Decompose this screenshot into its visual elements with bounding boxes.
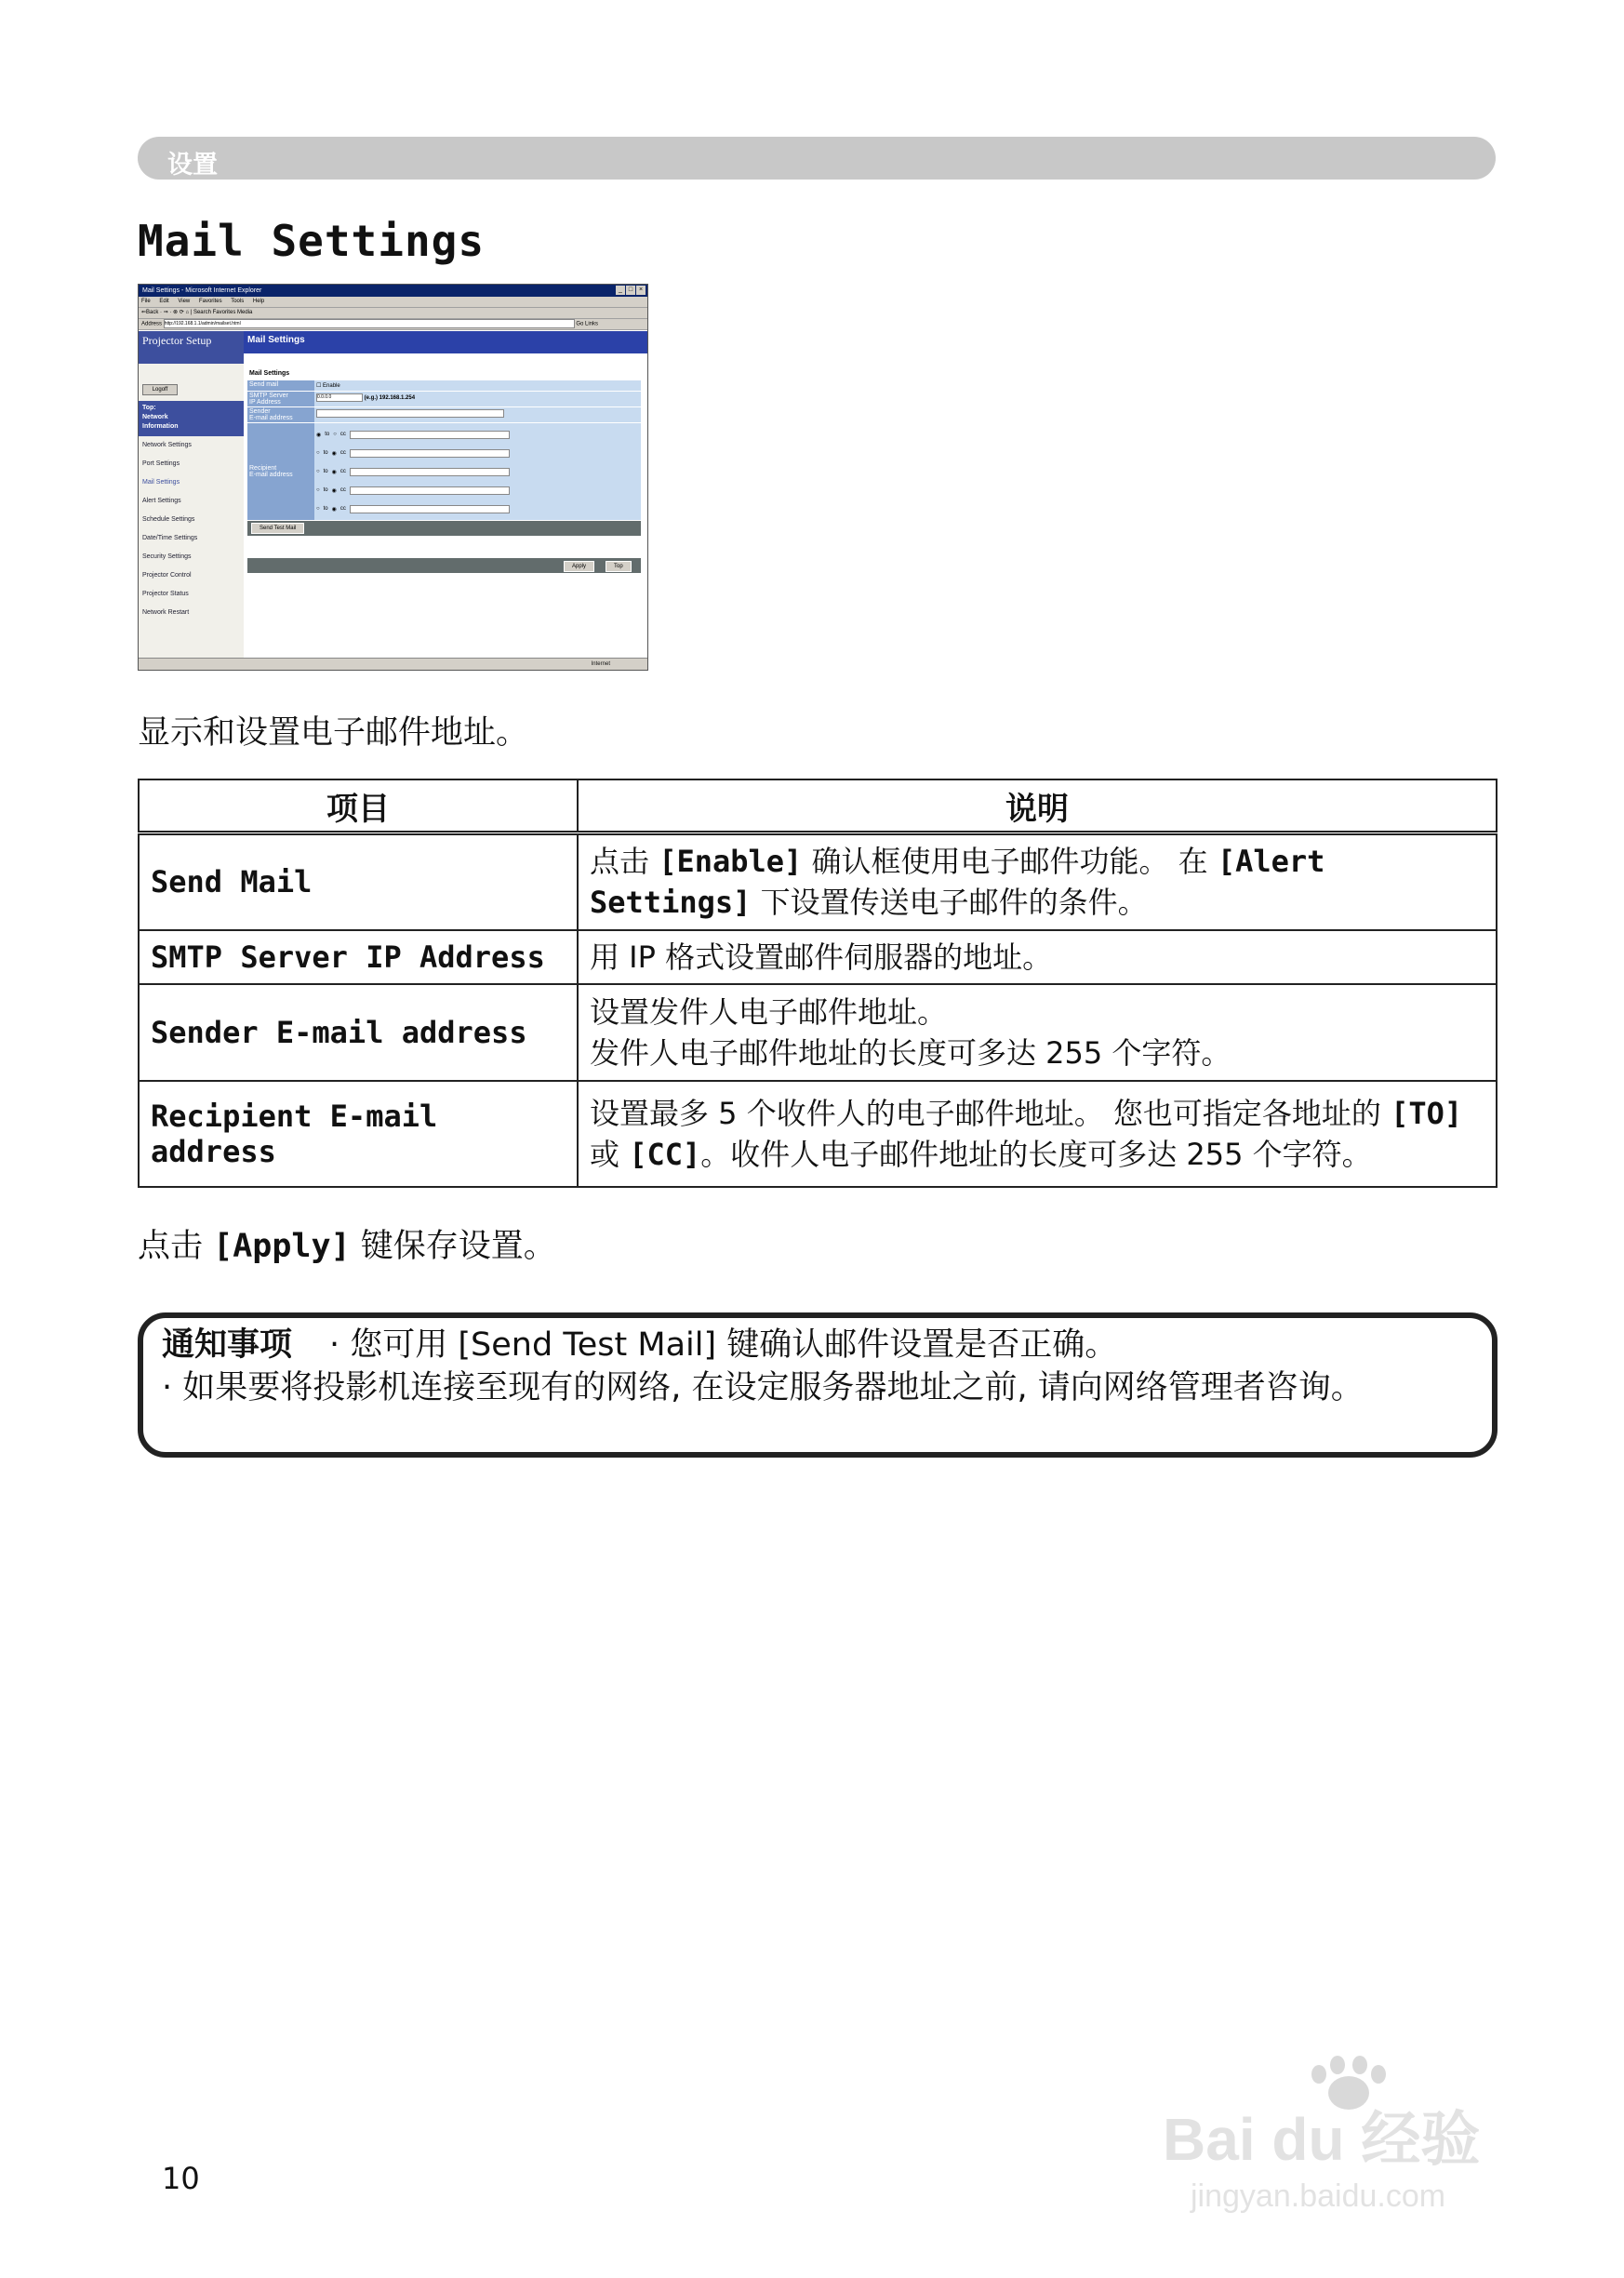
sender-label-line2: E-mail address (249, 415, 293, 421)
menu-file: File (141, 299, 151, 304)
watermark-logo-text: Bai du 经验 (1163, 2106, 1481, 2173)
table-row (139, 984, 1497, 1081)
header-desc: 说明 (578, 779, 1497, 833)
smtp-value-cell (314, 392, 641, 406)
row-desc (578, 833, 1497, 930)
notice-line1 (162, 1324, 1473, 1366)
recipient-list (314, 423, 641, 520)
desc-keyword: [Enable] (659, 844, 803, 880)
send-mail-label: Send mail (247, 380, 314, 391)
desc-text: 确认框使用电子邮件功能。 在 (802, 844, 1218, 880)
recipient-entry: ○ to ◉ cc (316, 462, 639, 481)
desc-line: 设置发件人电子邮件地址。 (590, 993, 948, 1030)
apply-note (138, 1220, 556, 1267)
recipient-input (350, 486, 510, 495)
cc-label: cc (339, 506, 346, 512)
recipient-input (350, 431, 510, 439)
top-label: Top: (142, 405, 156, 411)
desc-text: 设置最多 5 个收件人的电子邮件地址。 您也可指定各地址的 (590, 1095, 1391, 1131)
enable-label: Enable (323, 383, 340, 389)
table-row (139, 833, 1497, 930)
smtp-label (247, 392, 314, 406)
sender-label-line1: Sender (249, 408, 271, 415)
to-label: to (323, 450, 328, 456)
notice-text: · 您可用 [Send Test Mail] 键确认邮件设置是否正确。 (329, 1326, 1118, 1364)
desc-keyword: [TO] (1391, 1095, 1463, 1131)
apply-bar (247, 558, 641, 573)
brand-logo: Projector Setup (139, 331, 244, 364)
desc-text: 。收件人电子邮件地址的长度可多达 255 个字符。 (700, 1136, 1372, 1172)
address-label: Address (141, 321, 163, 327)
smtp-hint: (e.g.) 192.168.1.254 (364, 395, 416, 402)
apply-keyword: [Apply] (213, 1228, 351, 1265)
status-bar (139, 658, 647, 670)
minimize-icon: _ (616, 286, 625, 295)
recipient-label-line1: Recipient (249, 465, 277, 472)
recipient-input (350, 468, 510, 476)
apply-text: 键保存设置。 (350, 1228, 556, 1265)
menu-favorites: Favorites (198, 299, 222, 304)
desc-keyword: [Alert Settings] (590, 844, 1325, 921)
row-item: Send Mail (139, 833, 578, 930)
nav-item: Network Settings (142, 442, 192, 448)
to-label: to (323, 469, 328, 474)
recipient-entry: ○ to ◉ cc (316, 500, 639, 518)
section-label: 设置 (167, 151, 218, 180)
sidebar (139, 331, 244, 659)
nav-item: Schedule Settings (142, 516, 195, 523)
row-desc (578, 1081, 1497, 1187)
sub-header: Mail Settings (249, 370, 290, 377)
recipient-input (350, 505, 510, 513)
row-item: SMTP Server IP Address (139, 930, 578, 984)
section-header-bar (138, 137, 1496, 180)
row-item: Sender E-mail address (139, 984, 578, 1081)
nav-item: Projector Control (142, 572, 192, 579)
paw-icon (1311, 2056, 1386, 2110)
mail-form (247, 380, 641, 536)
recipient-input (350, 449, 510, 458)
sender-label (247, 407, 314, 422)
send-mail-row (247, 380, 641, 392)
menu-bar (139, 297, 647, 308)
menu-help: Help (252, 299, 265, 304)
menu-tools: Tools (231, 299, 245, 304)
apply-button: Apply (564, 561, 594, 572)
notice-box (138, 1312, 1498, 1458)
intro-text: 显示和设置电子邮件地址。 (138, 714, 529, 752)
smtp-label-line1: SMTP Server (249, 393, 288, 399)
nav-item: Alert Settings (142, 498, 181, 504)
recipient-label-line2: E-mail address (249, 472, 293, 478)
window-title: Mail Settings - Microsoft Internet Explorer (142, 287, 262, 294)
watermark-url: jingyan.baidu.com (1191, 2178, 1446, 2214)
sender-value-cell (314, 407, 641, 422)
sender-input (316, 409, 504, 418)
nav-item: Port Settings (142, 460, 180, 467)
window-titlebar (139, 285, 647, 297)
browser-content (139, 331, 647, 659)
smtp-input: 0.0.0.0 (316, 393, 363, 402)
go-label: Go (576, 321, 584, 327)
notice-label: 通知事项 (162, 1326, 293, 1364)
desc-line: 发件人电子邮件地址的长度可多达 255 个字符。 (590, 1034, 1231, 1071)
nav-item: Projector Status (142, 591, 189, 597)
send-test-mail-button: Send Test Mail (251, 523, 304, 534)
recipient-entry: ○ to ◉ cc (316, 444, 639, 462)
recipient-row (247, 423, 641, 521)
table-row (139, 930, 1497, 984)
notice-line2: · 如果要将投影机连接至现有的网络, 在设定服务器地址之前, 请向网络管理者咨询。 (162, 1369, 1364, 1406)
maximize-icon: □ (626, 286, 635, 295)
cc-label: cc (339, 487, 346, 493)
apply-text: 点击 (138, 1228, 214, 1265)
desc-text: 或 (590, 1136, 630, 1172)
test-mail-row (247, 521, 641, 536)
logoff-button: Logoff (142, 384, 178, 395)
baidu-watermark (1153, 2056, 1544, 2223)
cc-label: cc (339, 450, 346, 456)
page-number: 10 (162, 2161, 200, 2196)
cc-label: cc (339, 432, 346, 437)
sender-row (247, 407, 641, 423)
to-label: to (325, 432, 330, 437)
information-label: Information (142, 423, 179, 430)
smtp-row (247, 392, 641, 407)
settings-table (138, 779, 1498, 1188)
recipient-label (247, 423, 314, 520)
desc-text: 下设置传送电子邮件的条件。 (751, 885, 1148, 921)
nav-item: Date/Time Settings (142, 535, 198, 541)
table-row (139, 1081, 1497, 1187)
enable-checkbox: ☐ Enable (314, 380, 641, 391)
menu-view: View (178, 299, 191, 304)
smtp-label-line2: IP Address (249, 399, 281, 406)
recipient-entry: ○ to ◉ cc (316, 481, 639, 500)
menu-edit: Edit (159, 299, 169, 304)
row-desc: 用 IP 格式设置邮件伺服器的地址。 (578, 930, 1497, 984)
toolbar-text: ⇐Back · ⇒ · ⊗ ⟳ ⌂ | Search Favorites Media (141, 310, 253, 315)
top-button: Top (606, 561, 632, 572)
nav-item: Security Settings (142, 553, 192, 560)
links-label: Links (585, 321, 599, 327)
top-network-info (139, 401, 244, 436)
table-header-row (139, 779, 1497, 833)
window-controls (616, 286, 646, 295)
close-icon: × (636, 286, 646, 295)
desc-keyword: [CC] (629, 1136, 701, 1172)
cc-label: cc (339, 469, 346, 474)
nav-item-active: Mail Settings (142, 479, 180, 486)
main-header: Mail Settings (244, 331, 647, 353)
to-label: to (323, 487, 328, 493)
to-label: to (323, 506, 328, 512)
row-item: Recipient E-mail address (139, 1081, 578, 1187)
network-label: Network (142, 414, 168, 420)
main-panel (244, 331, 647, 659)
nav-item: Network Restart (142, 609, 190, 616)
nav-list (139, 442, 244, 628)
desc-text: 点击 (590, 844, 659, 880)
browser-screenshot (138, 284, 648, 671)
page-title: Mail Settings (138, 216, 486, 266)
address-bar (139, 319, 647, 330)
address-field: http://192.168.1.1/admin/mailset.html (164, 319, 575, 328)
status-zone: Internet (591, 661, 610, 667)
header-item: 项目 (139, 779, 578, 833)
row-desc (578, 984, 1497, 1081)
recipient-entry: ◉ to ○ cc (316, 425, 639, 444)
browser-toolbar (139, 308, 647, 319)
